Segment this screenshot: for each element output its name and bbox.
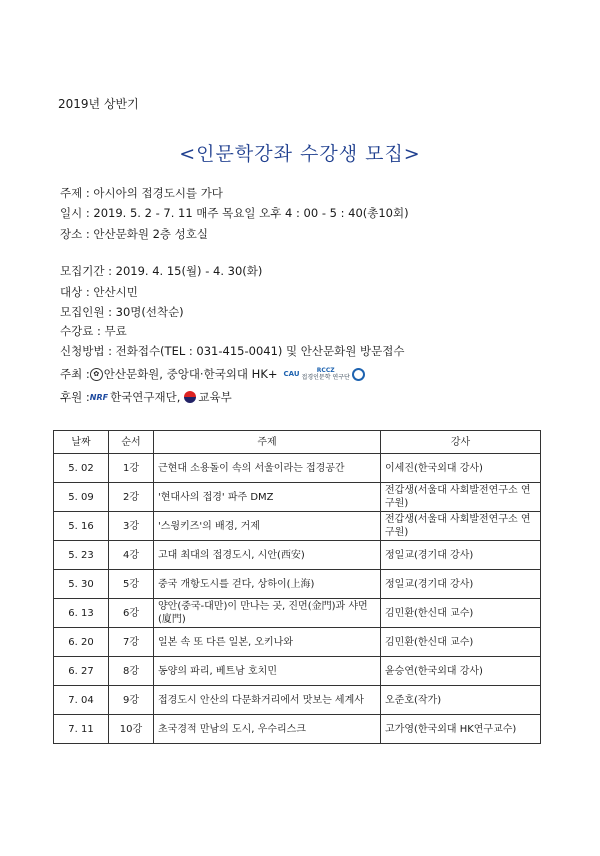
hk-logo-text: 접경인문학 연구단 [301, 374, 350, 381]
cell-order: 2강 [109, 483, 154, 512]
cell-topic: 양안(중국-대만)이 만나는 곳, 진먼(金門)과 샤먼(廈門) [154, 599, 381, 628]
cell-order: 1강 [109, 454, 154, 483]
cell-topic: 동양의 파리, 베트남 호치민 [154, 657, 381, 686]
table-row [54, 454, 541, 483]
cell-order: 9강 [109, 686, 154, 715]
cell-topic: 초국경적 만남의 도시, 우수리스크 [154, 715, 381, 744]
fee-line: 수강료 : 무료 [60, 324, 127, 338]
nrf-logo-icon: NRF [89, 392, 109, 402]
cell-lecturer: 전갑생(서울대 사회발전연구소 연구원) [381, 483, 541, 512]
header-lecturer: 강사 [381, 431, 541, 454]
ansan-culture-logo-icon: ✿ [90, 368, 103, 381]
table-row [54, 570, 541, 599]
half-year-label: 2019년 상반기 [58, 97, 139, 111]
header-topic: 주제 [154, 431, 381, 454]
page-title: <인문학강좌 수강생 모집> [179, 143, 421, 165]
host-label: 주최 : [60, 367, 90, 381]
table-row [54, 686, 541, 715]
host-orgs: 안산문화원, 중앙대·한국외대 HK+ [103, 367, 278, 381]
cell-order: 10강 [109, 715, 154, 744]
cell-topic: 접경도시 안산의 다문화거리에서 맛보는 세계사 [154, 686, 381, 715]
table-row [54, 599, 541, 628]
cell-date: 5. 16 [54, 512, 109, 541]
cell-order: 8강 [109, 657, 154, 686]
apply-line: 신청방법 : 전화접수(TEL : 031-415-0041) 및 안산문화원 방문접수 [60, 344, 405, 358]
cell-order: 4강 [109, 541, 154, 570]
table-row [54, 483, 541, 512]
cell-lecturer: 전갑생(서울대 사회발전연구소 연구원) [381, 512, 541, 541]
table-row [54, 541, 541, 570]
quota-line: 모집인원 : 30명(선착순) [60, 305, 184, 319]
cell-date: 5. 30 [54, 570, 109, 599]
cell-date: 5. 09 [54, 483, 109, 512]
cell-lecturer: 오준호(작가) [381, 686, 541, 715]
theme-line: 주제 : 아시아의 접경도시를 가다 [60, 186, 223, 200]
cell-lecturer: 김민환(한신대 교수) [381, 599, 541, 628]
cell-date: 6. 20 [54, 628, 109, 657]
cell-order: 6강 [109, 599, 154, 628]
sponsor-org1: 한국연구재단, [110, 390, 181, 404]
cell-date: 7. 04 [54, 686, 109, 715]
sponsor-line [60, 389, 232, 405]
hk-logo-top: RCCZ [316, 367, 335, 374]
cell-topic: '스윙키즈'의 배경, 거제 [154, 512, 381, 541]
cell-date: 5. 23 [54, 541, 109, 570]
cell-lecturer: 김민환(한신대 교수) [381, 628, 541, 657]
header-order: 순서 [109, 431, 154, 454]
hk-research-logo [284, 367, 365, 381]
header-date: 날짜 [54, 431, 109, 454]
cell-order: 3강 [109, 512, 154, 541]
cell-lecturer: 윤승연(한국외대 강사) [381, 657, 541, 686]
cell-lecturer: 고가영(한국외대 HK연구교수) [381, 715, 541, 744]
table-row [54, 715, 541, 744]
cell-topic: 일본 속 또 다른 일본, 오키나와 [154, 628, 381, 657]
sponsor-label: 후원 : [60, 390, 90, 404]
cell-date: 5. 02 [54, 454, 109, 483]
period-line: 모집기간 : 2019. 4. 15(월) - 4. 30(화) [60, 264, 263, 278]
schedule-table [53, 430, 541, 744]
hk-ring-icon [352, 368, 365, 381]
cell-topic: 고대 최대의 접경도시, 시안(西安) [154, 541, 381, 570]
table-row [54, 657, 541, 686]
cell-topic: 중국 개항도시를 걷다, 상하이(上海) [154, 570, 381, 599]
cell-topic: 근현대 소용돌이 속의 서울이라는 접경공간 [154, 454, 381, 483]
sponsor-org2: 교육부 [198, 390, 232, 404]
cell-lecturer: 정일교(경기대 강사) [381, 541, 541, 570]
cell-order: 5강 [109, 570, 154, 599]
cell-lecturer: 이세진(한국외대 강사) [381, 454, 541, 483]
cell-date: 7. 11 [54, 715, 109, 744]
hk-logo-mark: CAU [283, 370, 300, 378]
cell-date: 6. 13 [54, 599, 109, 628]
table-row [54, 628, 541, 657]
table-header-row [54, 431, 541, 454]
cell-topic: '현대사의 접경' 파주 DMZ [154, 483, 381, 512]
moe-logo-icon [184, 391, 196, 403]
cell-date: 6. 27 [54, 657, 109, 686]
host-line [60, 366, 365, 382]
target-line: 대상 : 안산시민 [60, 285, 138, 299]
place-line: 장소 : 안산문화원 2층 성호실 [60, 227, 209, 241]
cell-order: 7강 [109, 628, 154, 657]
date-line: 일시 : 2019. 5. 2 - 7. 11 매주 목요일 오후 4 : 00 - 5 : 40(총10회) [60, 206, 409, 220]
table-row [54, 512, 541, 541]
cell-lecturer: 정일교(경기대 강사) [381, 570, 541, 599]
